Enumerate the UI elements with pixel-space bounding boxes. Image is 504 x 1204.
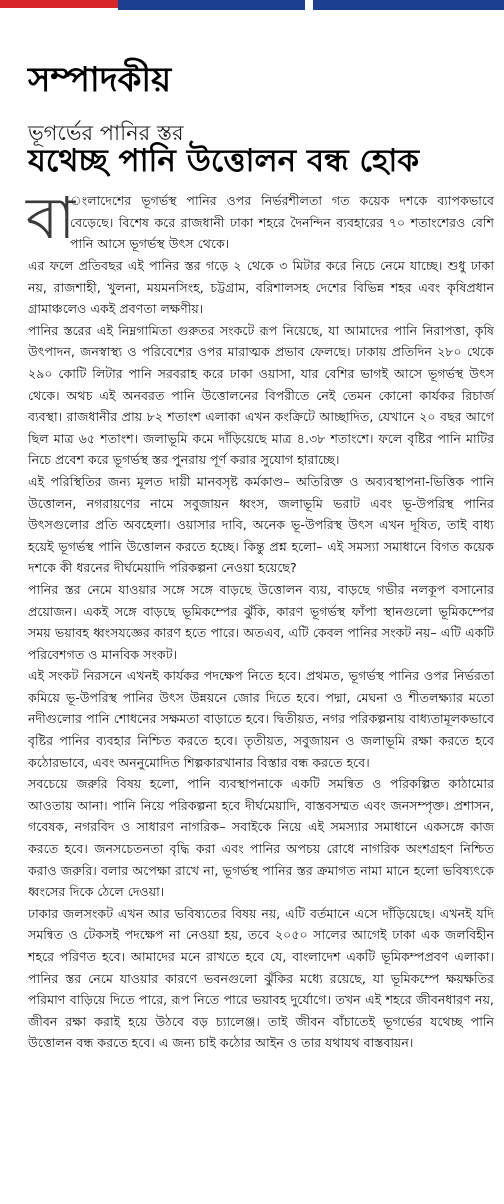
paragraph: ঢাকার জলসংকট এখন আর ভবিষ্যতের বিষয় নয়, এটি বর্তমানে এসে দাঁড়িয়েছে। এখনই যদি সমন্বিত ও টেকসই পদক্ষেপ না নেওয়া হয়, তবে ২০৫০ সালের আগেই ঢাকা এক জলবিহীন শহরে পরিণত হবে। আমাদের মনে রাখতে হবে যে, বাংলাদেশ একটি ভূমিকম্পপ্রবণ এলাকা। পানির স্তর নেমে যাওয়ার কারণে ভবনগুলো ঝুঁকির মধ্যে রয়েছে, যা ভূমিকম্পে ক্ষয়ক্ষতির পরিমাণ বাড়িয়ে দিতে পারে, রূপ নিতে পারে ভয়াবহ দুর্যোগে। তখন এই শহরে জীবনধারণ নয়, জীবন রক্ষা করাই হয়ে উঠবে বড় চ্যালেঞ্জ। তাই জীবন বাঁচাতেই ভূগর্ভের যথেচ্ছ পানি উত্তোলন বন্ধ করতে হবে। এ জন্য চাই কঠোর আইন ও তার যথাযথ বাস্তবায়ন। [28,905,494,1051]
paragraph: পানির স্তরের এই নিম্নগামিতা গুরুতর সংকটে রূপ নিয়েছে, যা আমাদের পানি নিরাপত্তা, কৃষি উৎপাদন, জনস্বাস্থ্য ও পরিবেশের ওপর মারাত্মক প্রভাব ফেলছে। ঢাকায় প্রতিদিন ২৮০ থেকে ২৯০ কোটি লিটার পানি সরবরাহ করে ঢাকা ওয়াসা, যার বেশির ভাগই আসে ভূগর্ভস্থ উৎস থেকে। অথচ এই অনবরত পানি উত্তোলনের বিপরীতে নেই তেমন কোনো কার্যকর রিচার্জ ব্যবস্থা। রাজধানীর প্রায় ৮২ শতাংশ এলাকা এখন কংক্রিটে আচ্ছাদিত, যেখানে ২০ বছর আগে ছিল মাত্র ৬৫ শতাংশ। জলাভূমি কমে দাঁড়িয়েছে মাত্র ৪.৩৮ শতাংশে। ফলে বৃষ্টির পানি মাটির নিচে প্রবেশ করে ভূগর্ভস্থ স্তর পুনরায় পূর্ণ করার সুযোগ হারাচ্ছে। [28,322,494,468]
top-bar-red [0,0,118,8]
intro-lines: ংলাদেশের ভূগর্ভস্থ পানির ওপর নির্ভরশীলতা গত কয়েক দশকে ব্যাপকভাবে বেড়েছে। বিশেষ করে রাজধানী ঢাকা শহরে দৈনন্দিন ব্যবহারের ৭০ শতাংশেরও বেশি পানি আসে ভূগর্ভস্থ উৎস থেকে। [70,193,494,252]
top-bar-notch [305,0,313,14]
section-masthead: সম্পাদকীয় [28,60,172,100]
article-body [28,255,494,1054]
drop-cap: বা [26,184,76,252]
article-headline: যথেচ্ছ পানি উত্তোলন বন্ধ হোক [28,143,420,179]
paragraph: এর ফলে প্রতিবছর এই পানির স্তর গড়ে ২ থেকে ৩ মিটার করে নিচে নেমে যাচ্ছে। শুধু ঢাকা নয়, রাজশাহী, খুলনা, ময়মনসিংহ, চট্টগ্রাম, বরিশালসহ দেশের বিভিন্ন শহর এবং কৃষিপ্রধান গ্রামাঞ্চলেও একই প্রবণতা লক্ষণীয়। [28,258,494,317]
article-kicker: ভূগর্ভের পানির স্তর [28,121,184,145]
paragraph: এই সংকট নিরসনে এখনই কার্যকর পদক্ষেপ নিতে হবে। প্রথমত, ভূগর্ভস্থ পানির ওপর নির্ভরতা কমিয়ে ভূ-উপরিস্থ পানির উৎস উন্নয়নে জোর দিতে হবে। পদ্মা, মেঘনা ও শীতলক্ষ্যার মতো নদীগুলোর পানি শোধনের সক্ষমতা বাড়াতে হবে। দ্বিতীয়ত, নগর পরিকল্পনায় বাধ্যতামূলকভাবে বৃষ্টির পানির ব্যবহার নিশ্চিত করতে হবে। তৃতীয়ত, সবুজায়ন ও জলাভূমি রক্ষা করতে হবে কঠোরভাবে, এবং অননুমোদিত শিল্পকারখানার বিস্তার বন্ধ করতে হবে। [28,668,494,770]
paragraph: সবচেয়ে জরুরি বিষয় হলো, পানি ব্যবস্থাপনাকে একটি সমন্বিত ও পরিকল্পিত কাঠামোর আওতায় আনা। পানি নিয়ে পরিকল্পনা হবে দীর্ঘমেয়াদি, বাস্তবসম্মত এবং জনসম্পৃক্ত। প্রশাসন, গবেষক, নগরবিদ ও সাধারণ নাগরিক– সবাইকে নিয়ে এই সমস্যার সমাধানে একসঙ্গে কাজ করতে হবে। জনসচেতনতা বৃদ্ধি করা এবং পানির অপচয় রোধে নাগরিক অংশগ্রহণ নিশ্চিত করাও জরুরি। বলার অপেক্ষা রাখে না, ভূগর্ভস্থ পানির স্তর ক্রমাগত নামা মানে হলো ভবিষ্যৎকে ধ্বংসের দিকে ঠেলে দেওয়া। [28,776,494,900]
top-color-bar [0,0,504,12]
paragraph: এই পরিস্থিতির জন্য মূলত দায়ী মানবসৃষ্ট কর্মকাণ্ড– অতিরিক্ত ও অব্যবস্থাপনা-ভিত্তিক পানি উত্তোলন, নগরায়ণের নামে সবুজায়ন ধ্বংস, জলাভূমি ভরাট এবং ভূ-উপরিস্থ পানির উৎসগুলোর প্রতি অবহেলা। ওয়াসার দাবি, অনেক ভূ-উপরিস্থ উৎস এখন দূষিত, তাই বাধ্য হয়েই ভূগর্ভস্থ পানি উত্তোলন করতে হচ্ছে। কিন্তু প্রশ্ন হলো– এই সমস্যা সমাধানে বিগত কয়েক দশকে কী ধরনের দীর্ঘমেয়াদি পরিকল্পনা নেওয়া হয়েছে? [28,473,494,576]
paragraph: পানির স্তর নেমে যাওয়ার সঙ্গে সঙ্গে বাড়ছে উত্তোলন ব্যয়, বাড়ছে গভীর নলকূপ বসানোর প্রয়োজন। একই সঙ্গে বাড়ছে ভূমিকম্পের ঝুঁকি, কারণ ভূগর্ভস্থ ফাঁপা স্থানগুলো ভূমিকম্পের সময় ভয়াবহ ধ্বংসযজ্ঞের কারণ হতে পারে। অতএব, এটি কেবল পানির সংকট নয়– এটি একটি পরিবেশগত ও মানবিক সংকট। [28,581,494,662]
